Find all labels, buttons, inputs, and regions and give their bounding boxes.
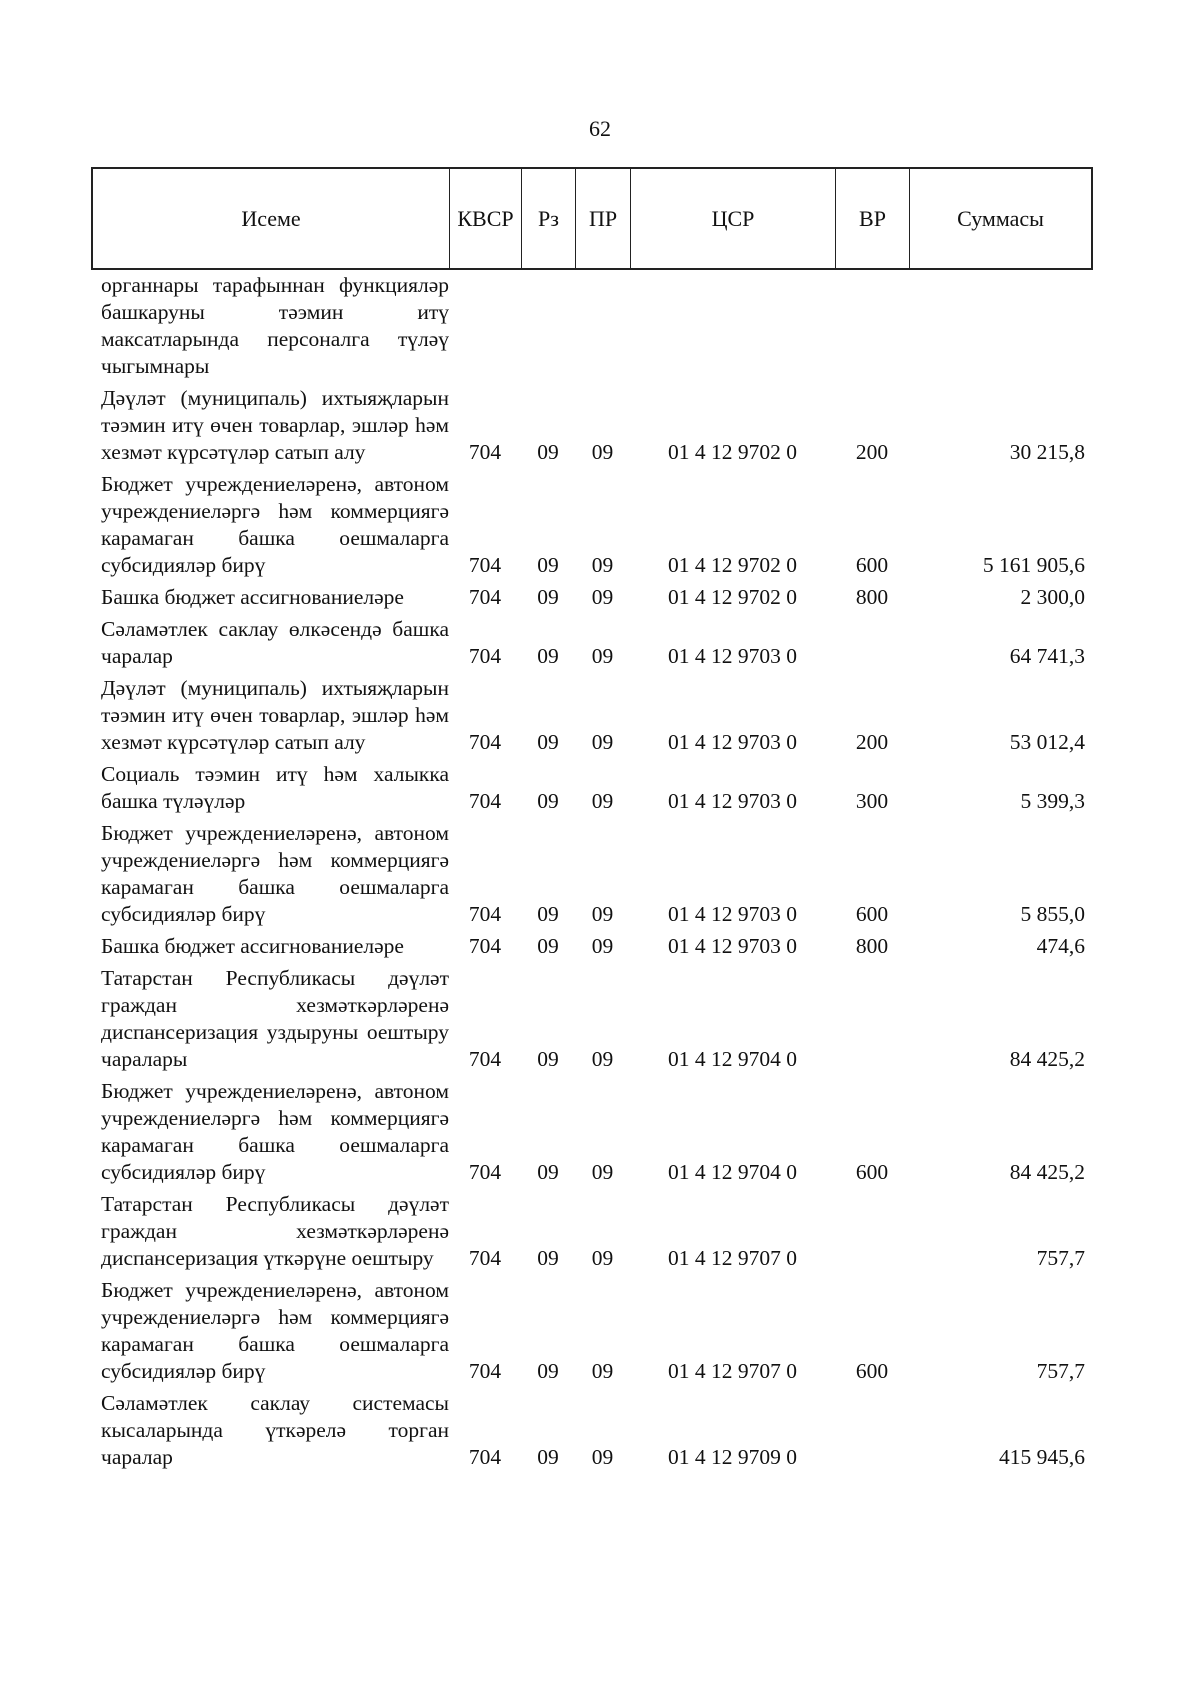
row-csr: 01 4 12 9704 0 bbox=[668, 1160, 797, 1184]
row-pr: 09 bbox=[591, 1160, 614, 1184]
row-rz: 09 bbox=[537, 644, 559, 668]
row-csr: 01 4 12 9702 0 bbox=[668, 585, 797, 609]
table-row bbox=[91, 385, 1093, 466]
row-name: Сәламәтлек саклау өлкәсендә башка чаралар bbox=[101, 617, 449, 668]
table-body bbox=[91, 272, 1093, 1476]
row-vr: 200 bbox=[855, 440, 889, 464]
row-rz: 09 bbox=[537, 1160, 559, 1184]
row-name: органнары тарафыннан функцияләр башкаруны тәэмин итү максатларында персоналга түләү чыгымнары bbox=[101, 273, 449, 378]
row-sum: 2 300,0 bbox=[1020, 585, 1085, 609]
row-sum: 53 012,4 bbox=[1009, 730, 1085, 754]
header-csr: ЦСР bbox=[631, 169, 836, 268]
row-csr: 01 4 12 9707 0 bbox=[668, 1246, 797, 1270]
row-kvsr: 704 bbox=[468, 1445, 502, 1469]
row-kvsr: 704 bbox=[468, 1160, 502, 1184]
row-kvsr: 704 bbox=[468, 440, 502, 464]
row-name: Бюджет учреждениеләренә, автоном учреждениеләргә һәм коммерциягә карамаган башка оешмаларга субсидияләр бирү bbox=[101, 821, 449, 926]
row-rz: 09 bbox=[537, 789, 559, 813]
row-rz: 09 bbox=[537, 440, 559, 464]
row-rz: 09 bbox=[537, 934, 559, 958]
row-vr: 600 bbox=[855, 902, 889, 926]
row-pr: 09 bbox=[591, 789, 614, 813]
row-pr: 09 bbox=[591, 902, 614, 926]
table-row bbox=[91, 272, 1093, 380]
row-pr: 09 bbox=[591, 553, 614, 577]
table-row bbox=[91, 675, 1093, 756]
row-sum: 474,6 bbox=[1036, 934, 1085, 958]
row-csr: 01 4 12 9703 0 bbox=[668, 730, 797, 754]
header-sum: Суммасы bbox=[957, 205, 1044, 231]
row-pr: 09 bbox=[591, 934, 614, 958]
row-kvsr: 704 bbox=[468, 789, 502, 813]
row-csr: 01 4 12 9707 0 bbox=[668, 1359, 797, 1383]
header-name: Исеме bbox=[93, 169, 450, 268]
row-kvsr: 704 bbox=[468, 553, 502, 577]
row-rz: 09 bbox=[537, 553, 559, 577]
row-name: Сәламәтлек саклау системасы кысаларында үткәрелә торган чаралар bbox=[101, 1391, 449, 1469]
row-name: Дәүләт (муниципаль) ихтыяҗларын тәэмин итү өчен товарлар, эшләр һәм хезмәт күрсәтүләр сатып алу bbox=[101, 676, 449, 754]
row-pr: 09 bbox=[591, 1246, 614, 1270]
row-csr: 01 4 12 9703 0 bbox=[668, 934, 797, 958]
row-sum: 64 741,3 bbox=[1009, 644, 1085, 668]
row-vr: 600 bbox=[855, 1160, 889, 1184]
row-csr: 01 4 12 9703 0 bbox=[668, 644, 797, 668]
row-pr: 09 bbox=[591, 730, 614, 754]
row-sum: 757,7 bbox=[1036, 1246, 1085, 1270]
row-rz: 09 bbox=[537, 730, 559, 754]
table-row bbox=[91, 1078, 1093, 1186]
row-sum: 415 945,6 bbox=[999, 1445, 1085, 1469]
table-row bbox=[91, 616, 1093, 670]
row-vr: 200 bbox=[855, 730, 889, 754]
row-pr: 09 bbox=[591, 1047, 614, 1071]
row-vr: 600 bbox=[855, 1359, 889, 1383]
table-row bbox=[91, 820, 1093, 928]
row-rz: 09 bbox=[537, 1246, 559, 1270]
row-kvsr: 704 bbox=[468, 1047, 502, 1071]
row-kvsr: 704 bbox=[468, 730, 502, 754]
row-kvsr: 704 bbox=[468, 585, 502, 609]
row-pr: 09 bbox=[591, 1359, 614, 1383]
row-csr: 01 4 12 9703 0 bbox=[668, 789, 797, 813]
row-name: Бюджет учреждениеләренә, автоном учреждениеләргә һәм коммерциягә карамаган башка оешмаларга субсидияләр бирү bbox=[101, 1079, 449, 1184]
table-row bbox=[91, 1390, 1093, 1471]
header-rz: Рз bbox=[522, 169, 576, 268]
table-row bbox=[91, 1191, 1093, 1272]
row-pr: 09 bbox=[591, 1445, 614, 1469]
row-kvsr: 704 bbox=[468, 1359, 502, 1383]
header-kvsr: КВСР bbox=[450, 169, 522, 268]
row-kvsr: 704 bbox=[468, 1246, 502, 1270]
row-name: Татарстан Республикасы дәүләт граждан хезмәткәрләренә диспансеризация үткәрүне оештыру bbox=[101, 1192, 449, 1270]
page-number: 62 bbox=[589, 116, 611, 141]
row-pr: 09 bbox=[591, 440, 614, 464]
row-vr: 600 bbox=[855, 553, 889, 577]
row-sum: 5 161 905,6 bbox=[982, 553, 1085, 577]
row-vr: 800 bbox=[855, 934, 889, 958]
row-csr: 01 4 12 9702 0 bbox=[668, 440, 797, 464]
row-sum: 30 215,8 bbox=[1009, 440, 1085, 464]
table-row bbox=[91, 761, 1093, 815]
row-name: Социаль тәэмин итү һәм халыкка башка түләүләр bbox=[101, 762, 449, 813]
row-rz: 09 bbox=[537, 1047, 559, 1071]
row-rz: 09 bbox=[537, 585, 559, 609]
row-csr: 01 4 12 9702 0 bbox=[668, 553, 797, 577]
row-name: Бюджет учреждениеләренә, автоном учреждениеләргә һәм коммерциягә карамаган башка оешмаларга субсидияләр бирү bbox=[101, 472, 449, 577]
row-rz: 09 bbox=[537, 902, 559, 926]
table-row bbox=[91, 1277, 1093, 1385]
row-vr: 300 bbox=[855, 789, 889, 813]
row-name: Татарстан Республикасы дәүләт граждан хезмәткәрләренә диспансеризация уздыруны оештыру чаралары bbox=[101, 966, 449, 1071]
row-pr: 09 bbox=[591, 644, 614, 668]
row-sum: 84 425,2 bbox=[1009, 1160, 1085, 1184]
row-kvsr: 704 bbox=[468, 902, 502, 926]
row-pr: 09 bbox=[591, 585, 614, 609]
table-row bbox=[91, 471, 1093, 579]
row-rz: 09 bbox=[537, 1445, 559, 1469]
row-csr: 01 4 12 9704 0 bbox=[668, 1047, 797, 1071]
table-row bbox=[91, 584, 1093, 611]
header-vr: ВР bbox=[836, 169, 910, 268]
row-name: Бюджет учреждениеләренә, автоном учреждениеләргә һәм коммерциягә карамаган башка оешмаларга субсидияләр бирү bbox=[101, 1278, 449, 1383]
row-sum: 757,7 bbox=[1036, 1359, 1085, 1383]
header-pr: ПР bbox=[576, 169, 631, 268]
row-rz: 09 bbox=[537, 1359, 559, 1383]
row-sum: 84 425,2 bbox=[1009, 1047, 1085, 1071]
row-csr: 01 4 12 9703 0 bbox=[668, 902, 797, 926]
row-csr: 01 4 12 9709 0 bbox=[668, 1445, 797, 1469]
table-header bbox=[91, 167, 1093, 270]
row-name: Башка бюджет ассигнованиеләре bbox=[101, 934, 404, 958]
table-row bbox=[91, 933, 1093, 960]
table-row bbox=[91, 965, 1093, 1073]
row-name: Дәүләт (муниципаль) ихтыяҗларын тәэмин итү өчен товарлар, эшләр һәм хезмәт күрсәтүләр сатып алу bbox=[101, 386, 449, 464]
row-name: Башка бюджет ассигнованиеләре bbox=[101, 585, 404, 609]
row-kvsr: 704 bbox=[468, 934, 502, 958]
row-vr: 800 bbox=[855, 585, 889, 609]
row-kvsr: 704 bbox=[468, 644, 502, 668]
row-sum: 5 855,0 bbox=[1020, 902, 1085, 926]
row-sum: 5 399,3 bbox=[1020, 789, 1085, 813]
